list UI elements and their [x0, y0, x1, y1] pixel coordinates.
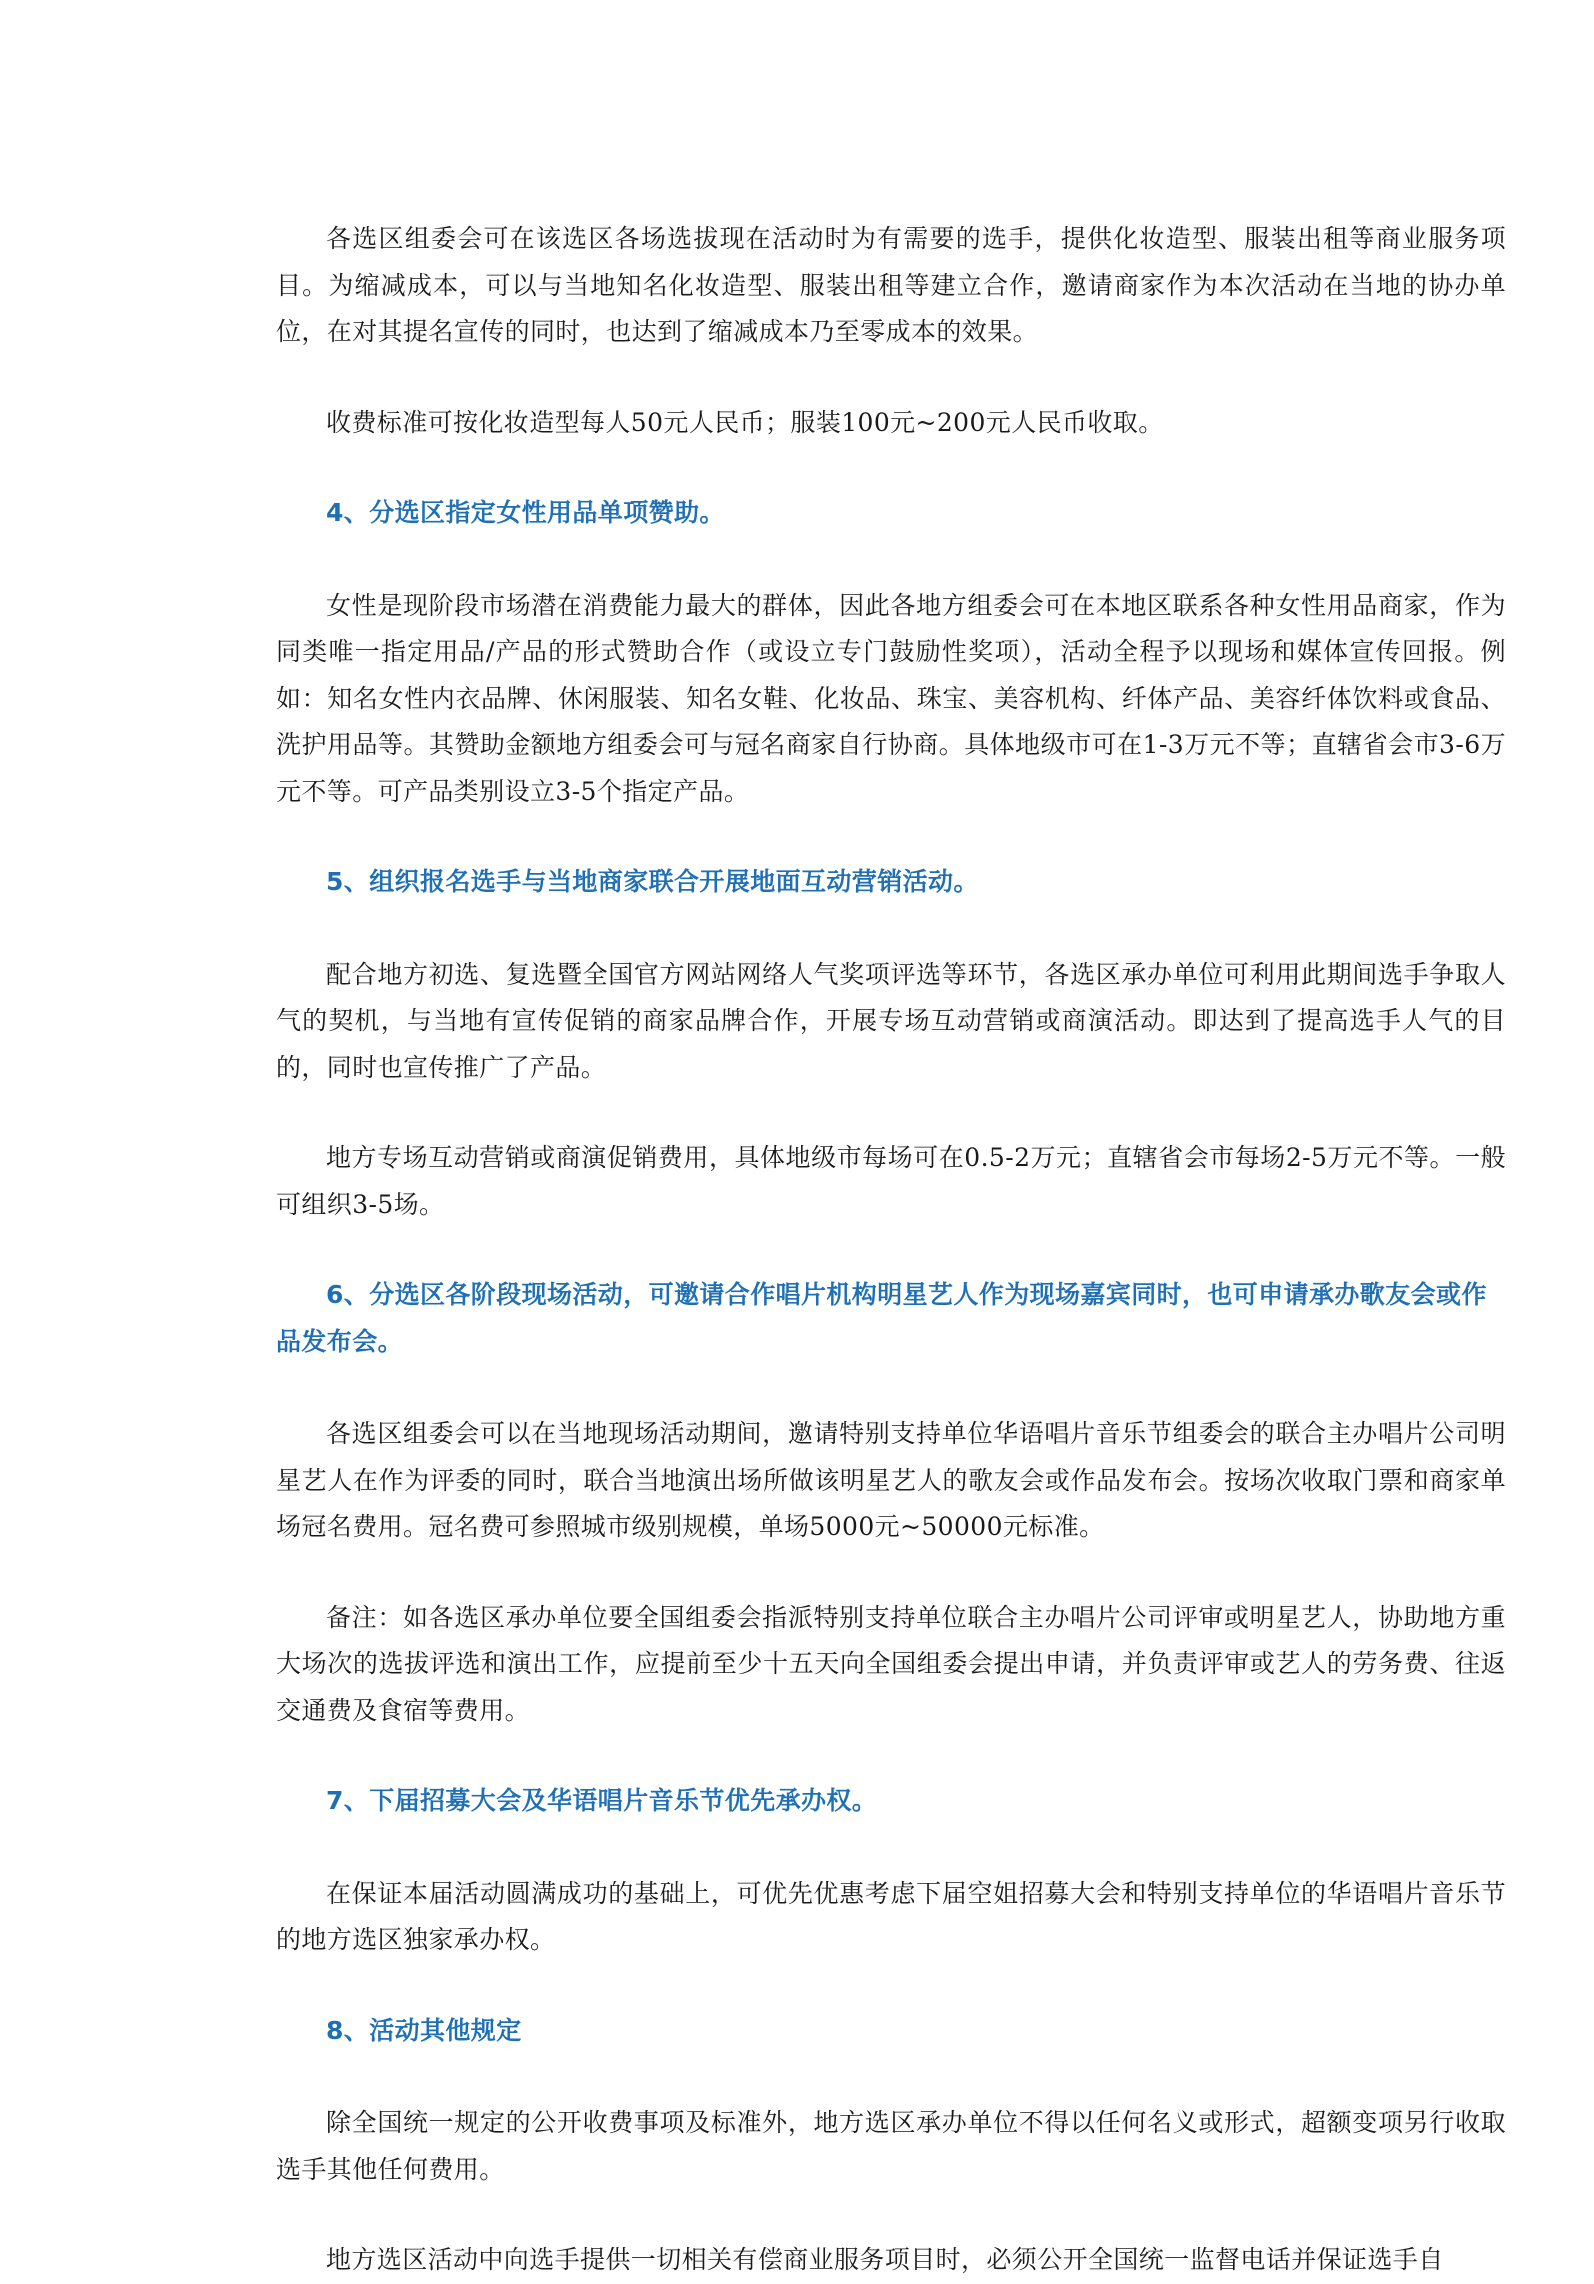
paragraph-fee-standard: 收费标准可按化妆造型每人50元人民币；服装100元~200元人民币收取。 [326, 407, 1164, 437]
section-heading-6: 6、分选区各阶段现场活动，可邀请合作唱片机构明星艺人作为现场嘉宾同时，也可申请承办歌友会或作品发布会。 [276, 1280, 1487, 1356]
section-heading-5: 5、组织报名选手与当地商家联合开展地面互动营销活动。 [326, 867, 979, 896]
paragraph-fan-meetings: 各选区组委会可以在当地现场活动期间，邀请特别支持单位华语唱片音乐节组委会的联合主办唱片公司明星艺人在作为评委的同时，联合当地演出场所做该明星艺人的歌友会或作品发布会。按场次收取门票和商家单场冠名费用。冠名费可参照城市级别规模，单场5000元~50000元标准。 [276, 1419, 1506, 1541]
document-body [276, 216, 1506, 2284]
paragraph-no-extra-fees: 除全国统一规定的公开收费事项及标准外，地方选区承办单位不得以任何名义或形式，超额变项另行收取选手其他任何费用。 [276, 2108, 1506, 2184]
paragraph-women-products: 女性是现阶段市场潜在消费能力最大的群体，因此各地方组委会可在本地区联系各种女性用品商家，作为同类唯一指定用品/产品的形式赞助合作（或设立专门鼓励性奖项），活动全程予以现场和媒体宣传回报。例如：知名女性内衣品牌、休闲服装、知名女鞋、化妆品、珠宝、美容机构、纤体产品、美容纤体饮料或食品、洗护用品等。其赞助金额地方组委会可与冠名商家自行协商。具体地级市可在1-3万元不等；直辖省会市3-6万元不等。可产品类别设立3-5个指定产品。 [276, 590, 1506, 806]
section-heading-7: 7、下届招募大会及华语唱片音乐节优先承办权。 [326, 1786, 878, 1815]
paragraph-supervision-phone: 地方选区活动中向选手提供一切相关有偿商业服务项目时，必须公开全国统一监督电话并保证选手自 [326, 2245, 1444, 2274]
paragraph-interactive-marketing: 配合地方初选、复选暨全国官方网站网络人气奖项评选等环节，各选区承办单位可利用此期间选手争取人气的契机，与当地有宣传促销的商家品牌合作，开展专场互动营销或商演活动。即达到了提高选手人气的目的，同时也宣传推广了产品。 [276, 959, 1506, 1082]
section-heading-4: 4、分选区指定女性用品单项赞助。 [326, 498, 725, 527]
paragraph-makeup-services: 各选区组委会可在该选区各场选拔现在活动时为有需要的选手，提供化妆造型、服装出租等商业服务项目。为缩减成本，可以与当地知名化妆造型、服装出租等建立合作，邀请商家作为本次活动在当地的协办单位，在对其提名宣传的同时，也达到了缩减成本乃至零成本的效果。 [276, 224, 1506, 346]
section-heading-8: 8、活动其他规定 [326, 2015, 522, 2045]
paragraph-marketing-fees: 地方专场互动营销或商演促销费用，具体地级市每场可在0.5-2万元；直辖省会市每场2-5万元不等。一般可组织3-5场。 [276, 1143, 1506, 1219]
paragraph-remark: 备注：如各选区承办单位要全国组委会指派特别支持单位联合主办唱片公司评审或明星艺人，协助地方重大场次的选拔评选和演出工作，应提前至少十五天向全国组委会提出申请，并负责评审或艺人的劳务费、往返交通费及食宿等费用。 [276, 1602, 1506, 1725]
paragraph-priority-hosting: 在保证本届活动圆满成功的基础上，可优先优惠考虑下届空姐招募大会和特别支持单位的华语唱片音乐节的地方选区独家承办权。 [276, 1878, 1506, 1954]
